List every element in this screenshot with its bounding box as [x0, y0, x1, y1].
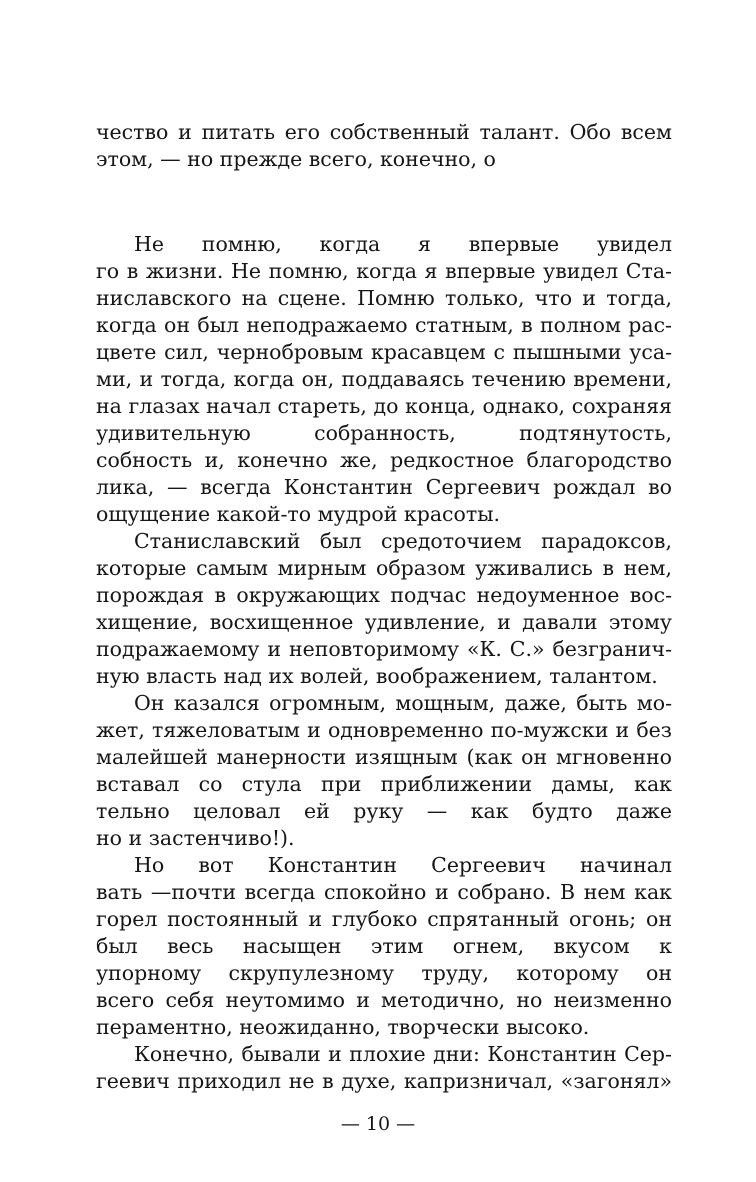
text-line: тельно целовал ей руку — как будто даже — [96, 799, 672, 823]
text-line: Но вот Константин Сергеевич начинал — [134, 853, 672, 877]
text-line: всего себя неутомимо и методично, но неизменно — [96, 988, 672, 1012]
text-line: ми, и тогда, когда он, поддаваясь течению времени, — [96, 367, 672, 391]
text-line: этом, — но прежде всего, конечно, о — [96, 147, 496, 171]
body-text — [96, 231, 672, 1095]
text-line: ниславского на сцене. Помню только, что и тогда, — [96, 286, 672, 310]
text-line: собность и, конечно же, редкостное благородство — [96, 448, 672, 472]
text-line: цвете сил, чернобровым красавцем с пышными уса- — [96, 340, 672, 364]
page-number: — 10 — — [340, 1113, 416, 1135]
text-line: чество и питать его собственный талант. Обо всем — [96, 120, 672, 144]
text-line: хищение, восхищенное удивление, и давали этому — [96, 610, 672, 634]
text-line: удивительную собранность, подтянутость, — [96, 421, 672, 445]
text-line: лика, — всегда Константин Сергеевич рождал во — [96, 475, 672, 499]
text-line: но и застенчиво!). — [96, 826, 295, 850]
text-line: когда он был неподражаемо статным, в полном рас- — [96, 313, 672, 337]
text-line: го в жизни. Не помню, когда я впервые увидел Ста- — [96, 259, 672, 283]
text-line: ную власть над их волей, воображением, талантом. — [96, 664, 658, 688]
text-line: вать —почти всегда спокойно и собрано. В нем как — [96, 880, 672, 904]
text-line: малейшей манерности изящным (как он мгновенно — [96, 745, 672, 769]
text-line: горел постоянный и глубоко спрятанный огонь; он — [96, 907, 672, 931]
text-line: Не помню, когда я впервые увидел — [134, 232, 672, 256]
text-line: геевич приходил не в духе, капризничал, «загонял» — [96, 1069, 672, 1093]
text-line: упорному скрупулезному труду, которому он — [96, 961, 672, 985]
text-line: Станиславский был средоточием парадоксов, — [134, 529, 672, 553]
text-line: ощущение какой-то мудрой красоты. — [96, 502, 501, 526]
text-line: на глазах начал стареть, до конца, однако, сохраняя — [96, 394, 672, 418]
text-line: которые самым мирным образом уживались в нем, — [96, 556, 672, 580]
text-line: пераментно, неожиданно, творчески высоко. — [96, 1015, 590, 1039]
text-line: был весь насыщен этим огнем, вкусом к — [96, 934, 672, 958]
text-line: подражаемому и неповторимому «К. С.» безгранич- — [96, 637, 672, 661]
text-line: Конечно, бывали и плохие дни: Константин Сер- — [134, 1042, 672, 1066]
text-line: вставал со стула при приближении дамы, как — [96, 772, 672, 796]
opening-paragraph — [96, 119, 672, 173]
text-line: порождая в окружающих подчас недоуменное вос- — [96, 583, 672, 607]
text-line: Он казался огромным, мощным, даже, быть мо- — [134, 691, 672, 715]
text-line: жет, тяжеловатым и одновременно по-мужски и без — [96, 718, 672, 742]
